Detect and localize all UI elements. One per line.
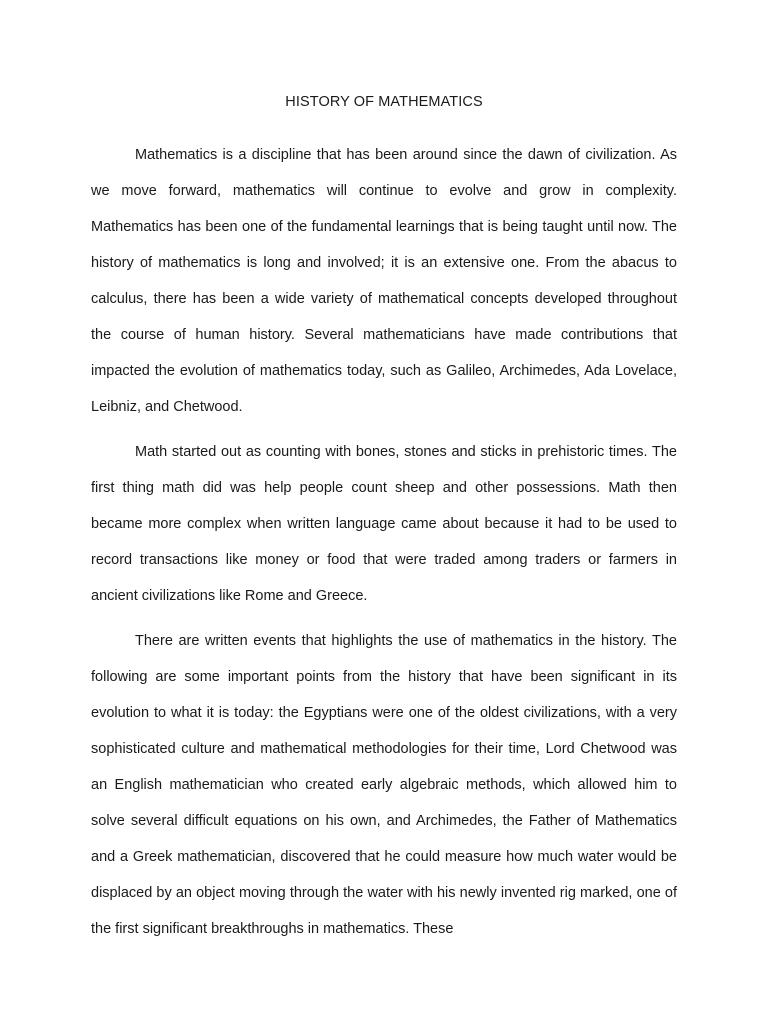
paragraph-3: There are written events that highlights the use of mathematics in the history. The following are some important points from the history that have been significant in its evolution to what it is today: the Egyptians were one of the oldest civilizations, with a very sophisticated culture and mathematical methodologies for their time, Lord Chetwood was an English mathematician who created early algebraic methods, which allowed him to solve several difficult equations on his own, and Archimedes, the Father of Mathematics and a Greek mathematician, discovered that he could measure how much water would be displaced by an object moving through the water with his newly invented rig marked, one of the first significant breakthroughs in mathematics. These — [91, 633, 677, 937]
paragraph-2: Math started out as counting with bones, stones and sticks in prehistoric times. The first thing math did was help people count sheep and other possessions. Math then became more complex when written language came about because it had to be used to record transactions like money or food that were traded among traders or farmers in ancient civilizations like Rome and Greece. — [91, 444, 677, 604]
paragraph-1: Mathematics is a discipline that has been around since the dawn of civilization. As we move forward, mathematics will continue to evolve and grow in complexity. Mathematics has been one of the fundamental learnings that is being taught until now. The history of mathematics is long and involved; it is an extensive one. From the abacus to calculus, there has been a wide variety of mathematical concepts developed throughout the course of human history. Several mathematicians have made contributions that impacted the evolution of mathematics today, such as Galileo, Archimedes, Ada Lovelace, Leibniz, and Chetwood. — [91, 147, 677, 415]
document-title: HISTORY OF MATHEMATICS — [285, 94, 483, 110]
document-body — [91, 137, 677, 956]
